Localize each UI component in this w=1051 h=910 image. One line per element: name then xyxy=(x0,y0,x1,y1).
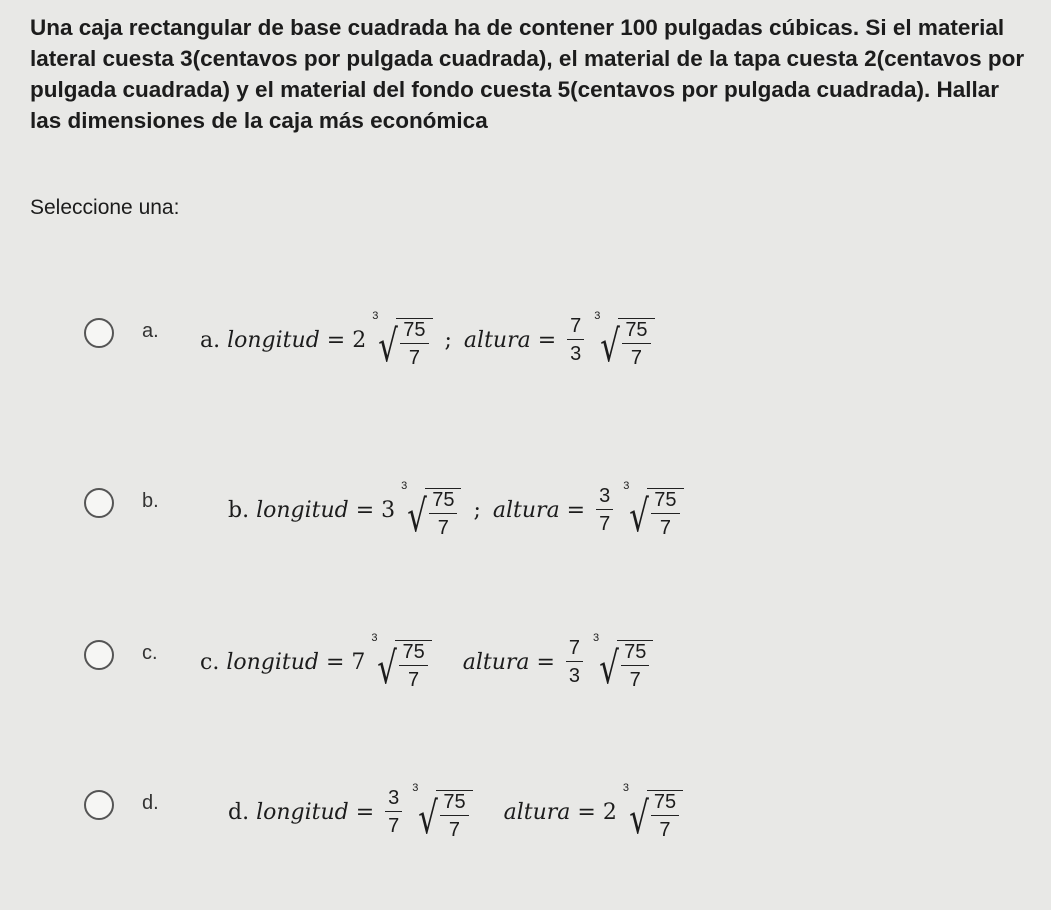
length-root-fraction xyxy=(440,791,468,841)
length-root-fraction-denominator: 7 xyxy=(437,516,449,539)
option-letter: a. xyxy=(142,320,159,342)
length-root-fraction-denominator: 7 xyxy=(408,346,420,369)
height-coefficient-fraction xyxy=(566,637,583,687)
height-root-fraction xyxy=(621,641,649,691)
length-root xyxy=(371,631,431,694)
length-root-index: 3 xyxy=(371,631,378,644)
height-root-fraction-denominator: 7 xyxy=(659,516,671,539)
length-root-fraction-numerator: 75 xyxy=(400,319,428,344)
length-root-fraction-numerator: 75 xyxy=(440,791,468,816)
height-root-radicand xyxy=(647,790,683,841)
option-radio[interactable] xyxy=(84,790,114,820)
length-root-index: 3 xyxy=(401,479,408,492)
radical-sign: √ xyxy=(629,792,649,844)
question-text: Una caja rectangular de base cuadrada ha de contener 100 pulgadas cúbicas. Si el material lateral cuesta 3(centavos por pulgada cuadrada), el material de la tapa cuesta 2(centavos por pulgada cuadrada) y el material del fondo cuesta 5(centavos por pulgada cuadrada). Hallar las dimensiones de la caja más económica xyxy=(30,15,1025,133)
option-a[interactable] xyxy=(0,300,1051,380)
height-root-fraction-numerator: 75 xyxy=(622,319,650,344)
formula-separator: ; xyxy=(473,497,481,523)
length-root-fraction-numerator: 75 xyxy=(399,641,427,666)
radical-sign: √ xyxy=(600,320,621,372)
length-variable: longitud xyxy=(256,799,349,825)
height-root-fraction-numerator: 75 xyxy=(651,791,679,816)
height-root-fraction-numerator: 75 xyxy=(621,641,649,666)
length-coefficient: 2 xyxy=(352,327,367,353)
height-coefficient-fraction-numerator: 7 xyxy=(567,315,584,340)
formula-separator xyxy=(444,650,451,675)
height-coefficient-fraction-denominator: 3 xyxy=(568,665,581,687)
length-root xyxy=(372,309,432,372)
length-root xyxy=(401,479,461,542)
height-equals: = xyxy=(530,327,564,353)
height-coefficient: 2 xyxy=(602,799,617,825)
length-root-radicand xyxy=(395,640,431,691)
height-root-fraction-denominator: 7 xyxy=(630,346,642,369)
length-equals: = xyxy=(348,497,382,523)
height-root xyxy=(623,479,683,542)
length-root xyxy=(412,781,472,844)
height-root-fraction xyxy=(622,319,650,369)
height-variable: altura xyxy=(503,799,571,825)
height-coefficient-fraction-numerator: 3 xyxy=(596,485,613,510)
height-root-fraction-denominator: 7 xyxy=(659,818,671,841)
length-coefficient: 3 xyxy=(381,497,396,523)
formula-label: a. xyxy=(200,327,228,353)
radical-sign: √ xyxy=(629,490,650,542)
option-formula xyxy=(200,300,655,380)
radical-sign: √ xyxy=(599,642,619,694)
height-root-fraction xyxy=(651,489,679,539)
option-formula xyxy=(228,772,683,852)
formula-label: d. xyxy=(228,799,257,825)
length-root-fraction xyxy=(399,641,427,691)
height-coefficient-fraction-denominator: 7 xyxy=(599,513,611,535)
formula-separator: ; xyxy=(444,327,452,353)
height-equals: = xyxy=(559,497,593,523)
height-root xyxy=(622,781,683,844)
radical-sign: √ xyxy=(407,490,428,542)
formula-label: c. xyxy=(200,649,227,675)
length-root-fraction-denominator: 7 xyxy=(448,818,461,841)
length-coefficient-fraction-numerator: 3 xyxy=(385,787,402,812)
option-formula xyxy=(228,470,684,550)
length-root-fraction xyxy=(429,489,457,539)
option-radio[interactable] xyxy=(84,318,114,348)
length-root-radicand xyxy=(396,318,432,369)
radical-sign: √ xyxy=(418,792,439,844)
option-c[interactable] xyxy=(0,622,1051,702)
height-equals: = xyxy=(529,649,562,675)
height-variable: altura xyxy=(492,497,560,523)
height-coefficient-fraction-denominator: 3 xyxy=(570,343,582,365)
option-formula xyxy=(200,622,653,702)
height-variable: altura xyxy=(462,649,530,675)
height-root-radicand xyxy=(618,318,654,369)
height-root-index: 3 xyxy=(622,781,629,794)
height-coefficient-fraction-numerator: 7 xyxy=(566,637,583,662)
length-variable: longitud xyxy=(226,649,319,675)
option-letter: c. xyxy=(142,642,158,664)
height-root-radicand xyxy=(647,488,683,539)
option-b[interactable] xyxy=(0,470,1051,550)
length-root-radicand xyxy=(425,488,461,539)
height-root-radicand xyxy=(617,640,653,691)
height-equals: = xyxy=(570,799,603,825)
height-coefficient-fraction xyxy=(567,315,584,365)
height-root xyxy=(593,631,653,694)
length-coefficient-fraction xyxy=(385,787,402,837)
height-root-index: 3 xyxy=(594,309,601,322)
length-root-index: 3 xyxy=(372,309,379,322)
length-root-index: 3 xyxy=(412,781,419,794)
height-root xyxy=(594,309,654,372)
formula-label: b. xyxy=(228,497,257,523)
height-root-fraction-numerator: 75 xyxy=(651,489,679,514)
select-prompt: Seleccione una: xyxy=(30,196,180,219)
option-d[interactable] xyxy=(0,772,1051,852)
height-root-fraction xyxy=(651,791,679,841)
length-equals: = xyxy=(319,327,353,353)
height-root-index: 3 xyxy=(623,479,630,492)
length-root-fraction-denominator: 7 xyxy=(408,668,420,691)
length-variable: longitud xyxy=(256,497,349,523)
option-letter: b. xyxy=(142,490,159,512)
length-root-radicand xyxy=(436,790,472,841)
length-equals: = xyxy=(318,649,352,675)
height-coefficient-fraction xyxy=(596,485,613,535)
height-variable: altura xyxy=(463,327,531,353)
option-radio[interactable] xyxy=(84,640,114,670)
formula-separator xyxy=(485,800,492,825)
height-root-fraction-denominator: 7 xyxy=(629,668,641,691)
length-root-fraction-numerator: 75 xyxy=(429,489,457,514)
radical-sign: √ xyxy=(377,642,398,694)
length-coefficient-fraction-denominator: 7 xyxy=(388,815,400,837)
length-equals: = xyxy=(348,799,382,825)
option-radio[interactable] xyxy=(84,488,114,518)
length-coefficient: 7 xyxy=(351,649,366,675)
radical-sign: √ xyxy=(378,320,399,372)
option-letter: d. xyxy=(142,792,159,814)
length-root-fraction xyxy=(400,319,428,369)
height-root-index: 3 xyxy=(593,631,600,644)
length-variable: longitud xyxy=(227,327,320,353)
